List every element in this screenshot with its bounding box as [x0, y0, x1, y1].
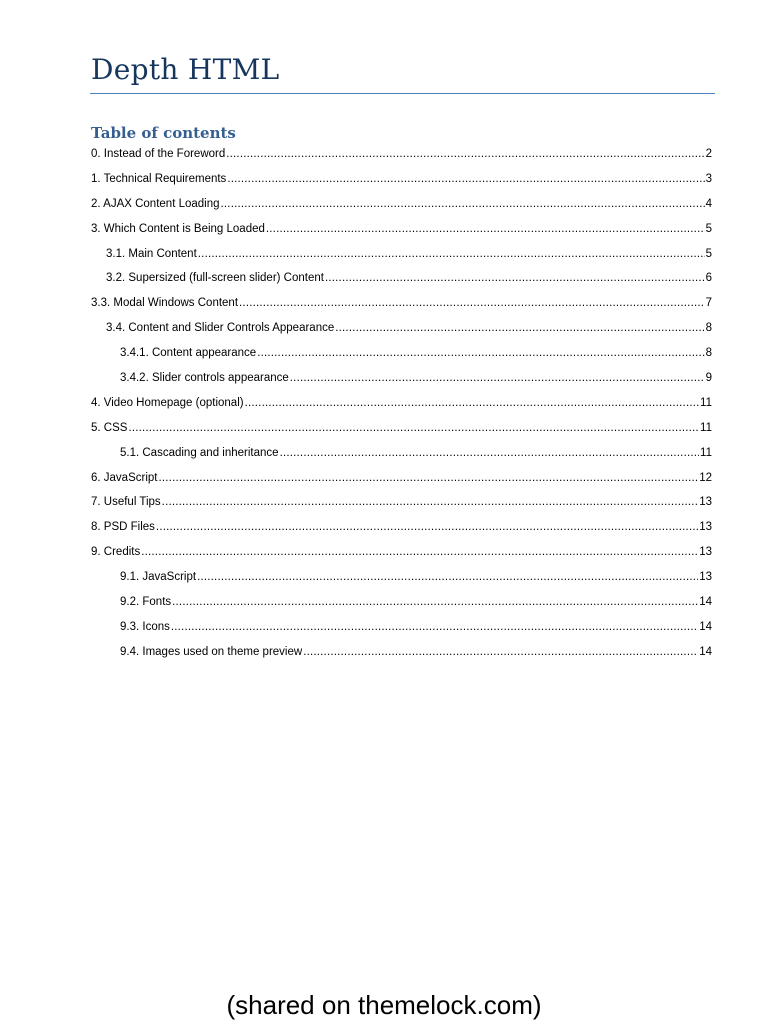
toc-entry[interactable] — [91, 494, 712, 519]
toc-entry-page-number: 14 — [699, 620, 712, 633]
toc-entry-page-number: 11 — [700, 421, 712, 434]
table-of-contents — [91, 146, 712, 669]
toc-entry-page-number: 6 — [705, 272, 712, 285]
toc-entry-page-number: 7 — [705, 297, 712, 310]
toc-dot-leader — [335, 320, 704, 336]
toc-dot-leader — [156, 519, 698, 535]
toc-entry-label: 3.2. Supersized (full-screen slider) Content — [106, 272, 324, 285]
toc-entry-page-number: 8 — [705, 347, 712, 360]
toc-entry-label: 9.1. JavaScript — [120, 571, 197, 584]
toc-entry[interactable] — [91, 295, 712, 320]
toc-dot-leader — [171, 619, 698, 635]
toc-entry-page-number: 4 — [705, 197, 712, 210]
toc-dot-leader — [245, 395, 699, 411]
toc-dot-leader — [197, 569, 698, 585]
toc-entry-page-number: 11 — [700, 396, 712, 409]
toc-entry-label: 3.4.2. Slider controls appearance — [120, 372, 289, 385]
toc-entry-label: 2. AJAX Content Loading — [91, 197, 220, 210]
toc-entry[interactable] — [91, 221, 712, 246]
toc-entry-page-number: 13 — [699, 496, 712, 509]
toc-entry-page-number: 13 — [699, 521, 712, 534]
toc-entry-label: 9.2. Fonts — [120, 596, 172, 609]
toc-entry[interactable] — [91, 445, 712, 470]
toc-entry[interactable] — [91, 519, 712, 544]
document-title: Depth HTML — [91, 53, 280, 86]
toc-entry[interactable] — [91, 644, 712, 669]
toc-entry[interactable] — [91, 270, 712, 295]
toc-dot-leader — [158, 470, 698, 486]
toc-entry[interactable] — [91, 470, 712, 495]
toc-entry-page-number: 12 — [699, 471, 712, 484]
toc-entry-page-number: 9 — [705, 372, 712, 385]
toc-entry[interactable] — [91, 320, 712, 345]
toc-entry[interactable] — [91, 345, 712, 370]
toc-entry-label: 5.1. Cascading and inheritance — [120, 446, 279, 459]
toc-entry-label: 3.1. Main Content — [106, 247, 197, 260]
toc-dot-leader — [227, 171, 704, 187]
toc-entry[interactable] — [91, 544, 712, 569]
toc-entry[interactable] — [91, 370, 712, 395]
toc-entry[interactable] — [91, 420, 712, 445]
toc-entry-page-number: 13 — [699, 571, 712, 584]
toc-dot-leader — [257, 345, 704, 361]
title-divider — [90, 93, 715, 94]
toc-entry[interactable] — [91, 146, 712, 171]
toc-entry-page-number: 14 — [699, 596, 712, 609]
toc-dot-leader — [141, 544, 698, 560]
toc-heading: Table of contents — [91, 124, 236, 142]
toc-entry-label: 9. Credits — [91, 546, 141, 559]
toc-dot-leader — [198, 246, 705, 262]
toc-entry[interactable] — [91, 171, 712, 196]
toc-entry-page-number: 8 — [705, 322, 712, 335]
toc-entry-label: 5. CSS — [91, 421, 128, 434]
toc-entry[interactable] — [91, 594, 712, 619]
toc-entry-label: 9.3. Icons — [120, 620, 170, 633]
toc-entry-label: 3. Which Content is Being Loaded — [91, 222, 265, 235]
toc-entry-page-number: 3 — [705, 172, 712, 185]
toc-dot-leader — [162, 494, 699, 510]
toc-entry-label: 7. Useful Tips — [91, 496, 161, 509]
toc-entry[interactable] — [91, 619, 712, 644]
toc-entry-page-number: 11 — [700, 446, 712, 459]
toc-dot-leader — [128, 420, 699, 436]
toc-entry-page-number: 2 — [705, 148, 712, 160]
toc-entry[interactable] — [91, 395, 712, 420]
toc-entry-label: 3.3. Modal Windows Content — [91, 297, 239, 310]
toc-dot-leader — [266, 221, 705, 237]
toc-entry-label: 4. Video Homepage (optional) — [91, 396, 244, 409]
toc-dot-leader — [303, 644, 698, 660]
toc-dot-leader — [226, 146, 704, 162]
toc-entry[interactable] — [91, 569, 712, 594]
toc-entry-label: 9.4. Images used on theme preview — [120, 645, 303, 658]
toc-entry-page-number: 5 — [705, 222, 712, 235]
toc-dot-leader — [221, 196, 705, 212]
toc-entry[interactable] — [91, 246, 712, 271]
footer-credit: (shared on themelock.com) — [226, 990, 542, 1020]
toc-entry-label: 8. PSD Files — [91, 521, 155, 534]
toc-entry-label: 0. Instead of the Foreword — [91, 148, 226, 160]
toc-entry-label: 6. JavaScript — [91, 471, 158, 484]
toc-entry-page-number: 13 — [699, 546, 712, 559]
toc-entry[interactable] — [91, 196, 712, 221]
toc-entry-page-number: 14 — [699, 645, 712, 658]
toc-dot-leader — [290, 370, 705, 386]
toc-dot-leader — [325, 270, 705, 286]
toc-entry-page-number: 5 — [705, 247, 712, 260]
toc-entry-label: 3.4. Content and Slider Controls Appearance — [106, 322, 335, 335]
toc-dot-leader — [172, 594, 698, 610]
toc-dot-leader — [239, 295, 705, 311]
toc-dot-leader — [280, 445, 699, 461]
toc-entry-label: 3.4.1. Content appearance — [120, 347, 257, 360]
toc-entry-label: 1. Technical Requirements — [91, 172, 227, 185]
